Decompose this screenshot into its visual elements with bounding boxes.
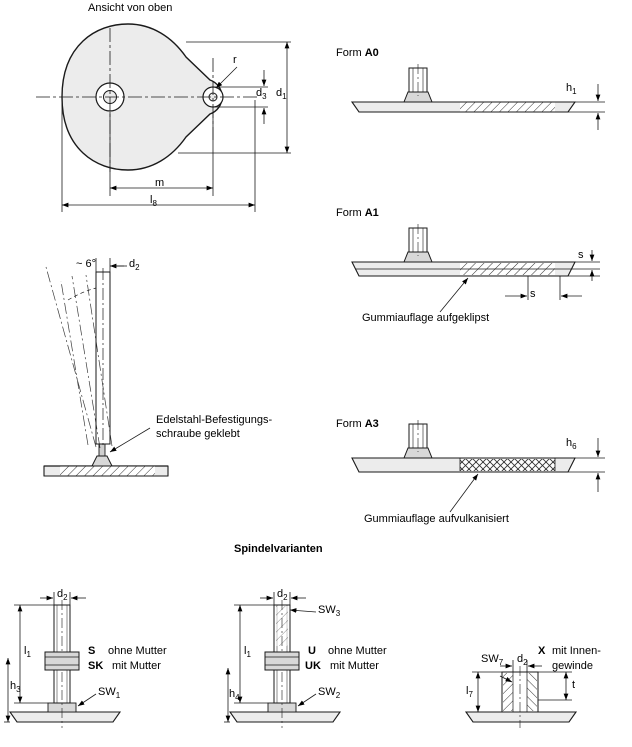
v3-d2-label: $d_2$ bbox=[517, 653, 528, 668]
v2-text-uk: mit Mutter bbox=[330, 660, 379, 672]
form-a3-note: Gummiauflage aufvulkanisiert bbox=[364, 513, 509, 525]
v3-text-x: mit Innen- bbox=[552, 645, 601, 657]
v1-text-sk: mit Mutter bbox=[112, 660, 161, 672]
v3-text-x2: gewinde bbox=[552, 660, 593, 672]
tilt-angle-label: ~ 6° bbox=[76, 258, 96, 270]
v1-h3-label: $h_3$ bbox=[10, 680, 21, 695]
radius-label: r bbox=[233, 54, 237, 66]
v2-code-u: U bbox=[308, 645, 316, 657]
v2-text-u: ohne Mutter bbox=[328, 645, 387, 657]
form-a3-view bbox=[352, 420, 605, 512]
v2-sw3-label: $SW_3$ bbox=[318, 604, 341, 619]
v1-d2-label: $d_2$ bbox=[57, 588, 68, 603]
v3-code-x: X bbox=[538, 645, 546, 657]
form-a1-view bbox=[352, 224, 600, 312]
d2-label-tilt: $d_2$ bbox=[129, 258, 140, 273]
v3-sw7-label: $SW_7$ bbox=[481, 653, 504, 668]
l8-label: $l_8$ bbox=[150, 194, 157, 209]
form-a0-title: Form A0 bbox=[336, 47, 379, 59]
spindle-section-title: Spindelvarianten bbox=[234, 543, 323, 555]
m-label: m bbox=[155, 177, 165, 189]
v3-l7-label: $l_7$ bbox=[466, 685, 473, 700]
screw-note-line1: Edelstahl-Befestigungs- bbox=[156, 414, 273, 426]
tilt-view bbox=[44, 258, 168, 476]
d1-label: $d_1$ bbox=[276, 87, 287, 102]
form-a1-title: Form A1 bbox=[336, 207, 379, 219]
d3-label: $d_3$ bbox=[256, 87, 267, 102]
v1-code-sk: SK bbox=[88, 660, 104, 672]
v1-text-s: ohne Mutter bbox=[108, 645, 167, 657]
v1-l1-label: $l_1$ bbox=[24, 645, 31, 660]
v3-t-label: t bbox=[572, 679, 576, 691]
form-a0-view bbox=[352, 64, 605, 130]
v1-sw1-label: $SW_1$ bbox=[98, 686, 121, 701]
top-view-title: Ansicht von oben bbox=[88, 2, 173, 14]
v2-l1-label: $l_1$ bbox=[244, 645, 251, 660]
v2-h4-label: $h_4$ bbox=[229, 688, 240, 703]
h6-label: $h_6$ bbox=[566, 437, 577, 452]
s-label-horizontal: s bbox=[530, 288, 536, 300]
screw-note-line2: schraube geklebt bbox=[156, 428, 240, 440]
s-label-vertical: s bbox=[578, 249, 584, 261]
form-a1-note: Gummiauflage aufgeklipst bbox=[362, 312, 490, 324]
form-a3-title: Form A3 bbox=[336, 418, 379, 430]
v2-sw2-label: $SW_2$ bbox=[318, 686, 341, 701]
v2-d2-label: $d_2$ bbox=[277, 588, 288, 603]
h1-label: $h_1$ bbox=[566, 82, 577, 97]
v2-code-uk: UK bbox=[305, 660, 321, 672]
v1-code-s: S bbox=[88, 645, 96, 657]
